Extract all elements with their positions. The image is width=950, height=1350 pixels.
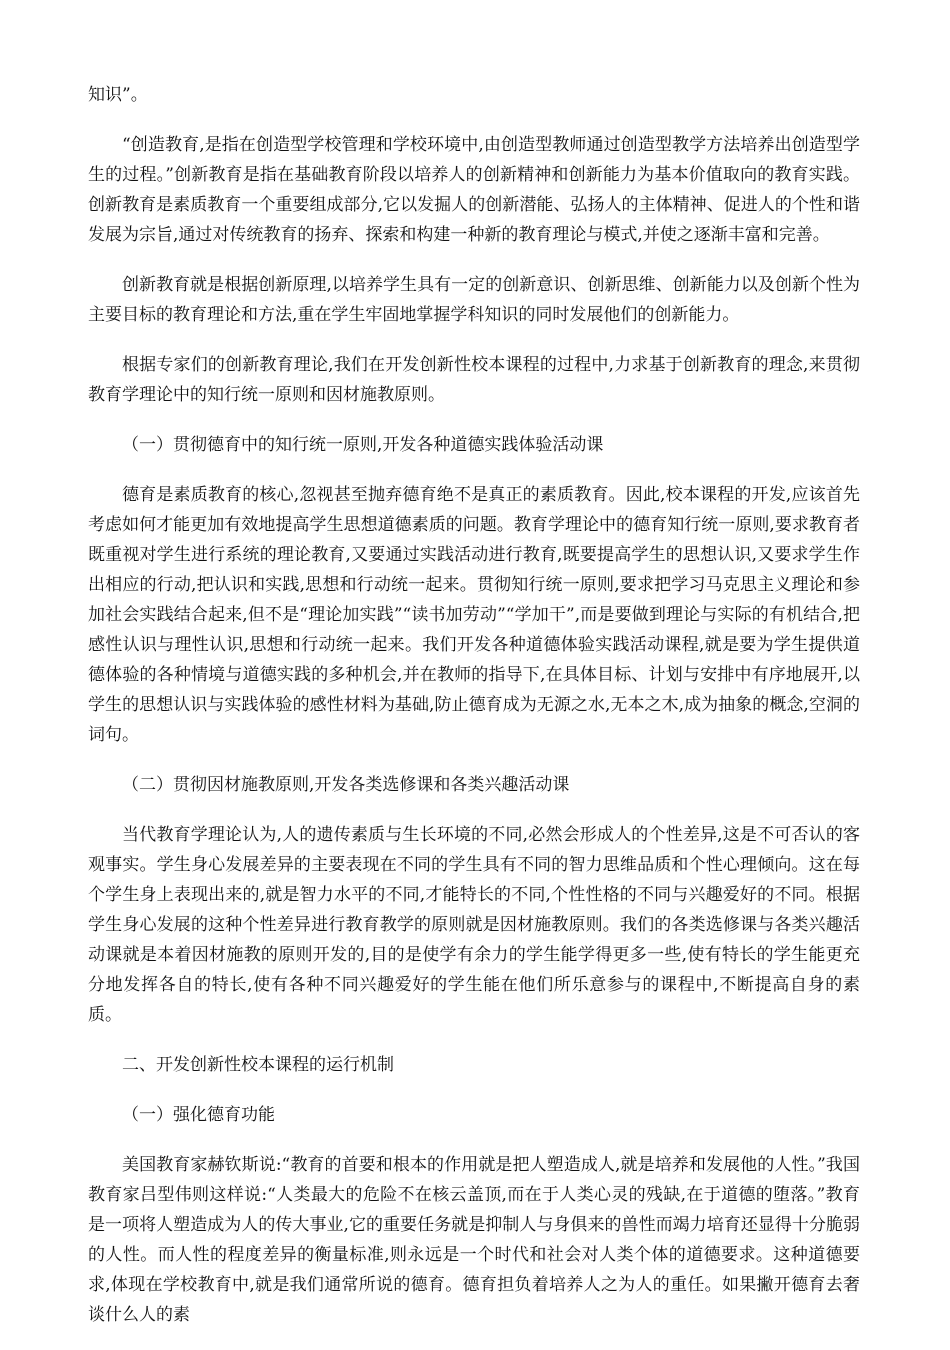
paragraph-hutchins-quote: 美国教育家赫钦斯说:“教育的首要和根本的作用就是把人塑造成人,就是培养和发展他的人性。”我国教育家吕型伟则这样说:“人类最大的危险不在核云盖顶,而在于人类心灵的残缺,在于道德的堕落。”教育是一项将人塑造成为人的传大事业,它的重要任务就是抑制人与身俱来的兽性而竭力培育还显得十分脆弱的人性。而人性的程度差异的衡量标准,则永远是一个时代和社会对人类个体的道德要求。这种道德要求,体现在学校教育中,就是我们通常所说的德育。德育担负着培养人之为人的重任。如果撇开德育去奢谈什么人的素	[88, 1155, 860, 1325]
paragraph-expert-theory: 根据专家们的创新教育理论,我们在开发创新性校本课程的过程中,力求基于创新教育的理念,来贯彻教育学理论中的知行统一原则和因材施教原则。	[88, 355, 860, 405]
document-page	[88, 80, 860, 1350]
paragraph-creative-education-definition: “创造教育,是指在创造型学校管理和学校环境中,由创造型教师通过创造型教学方法培养出创造型学生的过程。”创新教育是指在基础教育阶段以培养人的创新精神和创新能力为基本价值取向的教育实践。创新教育是素质教育一个重要组成部分,它以发掘人的创新潜能、弘扬人的主体精神、促进人的个性和谐发展为宗旨,通过对传统教育的扬弃、探索和构建一种新的教育理论与模式,并使之逐渐丰富和完善。	[88, 135, 860, 245]
paragraph-moral-education: 德育是素质教育的核心,忽视甚至抛弃德育绝不是真正的素质教育。因此,校本课程的开发,应该首先考虑如何才能更加有效地提高学生思想道德素质的问题。教育学理论中的德育知行统一原则,要求教育者既重视对学生进行系统的理论教育,又要通过实践活动进行教育,既要提高学生的思想认识,又要求学生作出相应的行动,把认识和实践,思想和行动统一起来。贯彻知行统一原则,要求把学习马克思主义理论和参加社会实践结合起来,但不是“理论加实践”“读书加劳动”“学加干”,而是要做到理论与实际的有机结合,把感性认识与理性认识,思想和行动统一起来。我们开发各种道德体验实践活动课程,就是要为学生提供道德体验的各种情境与道德实践的多种机会,并在教师的指导下,在具体目标、计划与安排中有序地展开,以学生的思想认识与实践体验的感性材料为基础,防止德育成为无源之水,无本之木,成为抽象的概念,空洞的词句。	[88, 485, 860, 745]
section-heading-strengthen-moral: （一）强化德育功能	[122, 1105, 275, 1125]
paragraph-continuation: 知识”。	[88, 85, 148, 105]
section-heading-knowledge-action: （一）贯彻德育中的知行统一原则,开发各种道德实践体验活动课	[122, 435, 604, 455]
paragraph-individual-differences: 当代教育学理论认为,人的遗传素质与生长环境的不同,必然会形成人的个性差异,这是不可否认的客观事实。学生身心发展差异的主要表现在不同的学生具有不同的智力思维品质和个性心理倾向。这在每个学生身上表现出来的,就是智力水平的不同,才能特长的不同,个性性格的不同与兴趣爱好的不同。根据学生身心发展的这种个性差异进行教育教学的原则就是因材施教原则。我们的各类选修课与各类兴趣活动课就是本着因材施教的原则开发的,目的是使学有余力的学生能学得更多一些,使有特长的学生能更充分地发挥各自的特长,使有各种不同兴趣爱好的学生能在他们所乐意参与的课程中,不断提高自身的素质。	[88, 825, 860, 1025]
section-heading-operating-mechanism: 二、开发创新性校本课程的运行机制	[122, 1055, 394, 1075]
section-heading-individualized-teaching: （二）贯彻因材施教原则,开发各类选修课和各类兴趣活动课	[122, 775, 570, 795]
paragraph-innovation-education: 创新教育就是根据创新原理,以培养学生具有一定的创新意识、创新思维、创新能力以及创新个性为主要目标的教育理论和方法,重在学生牢固地掌握学科知识的同时发展他们的创新能力。	[88, 275, 860, 325]
